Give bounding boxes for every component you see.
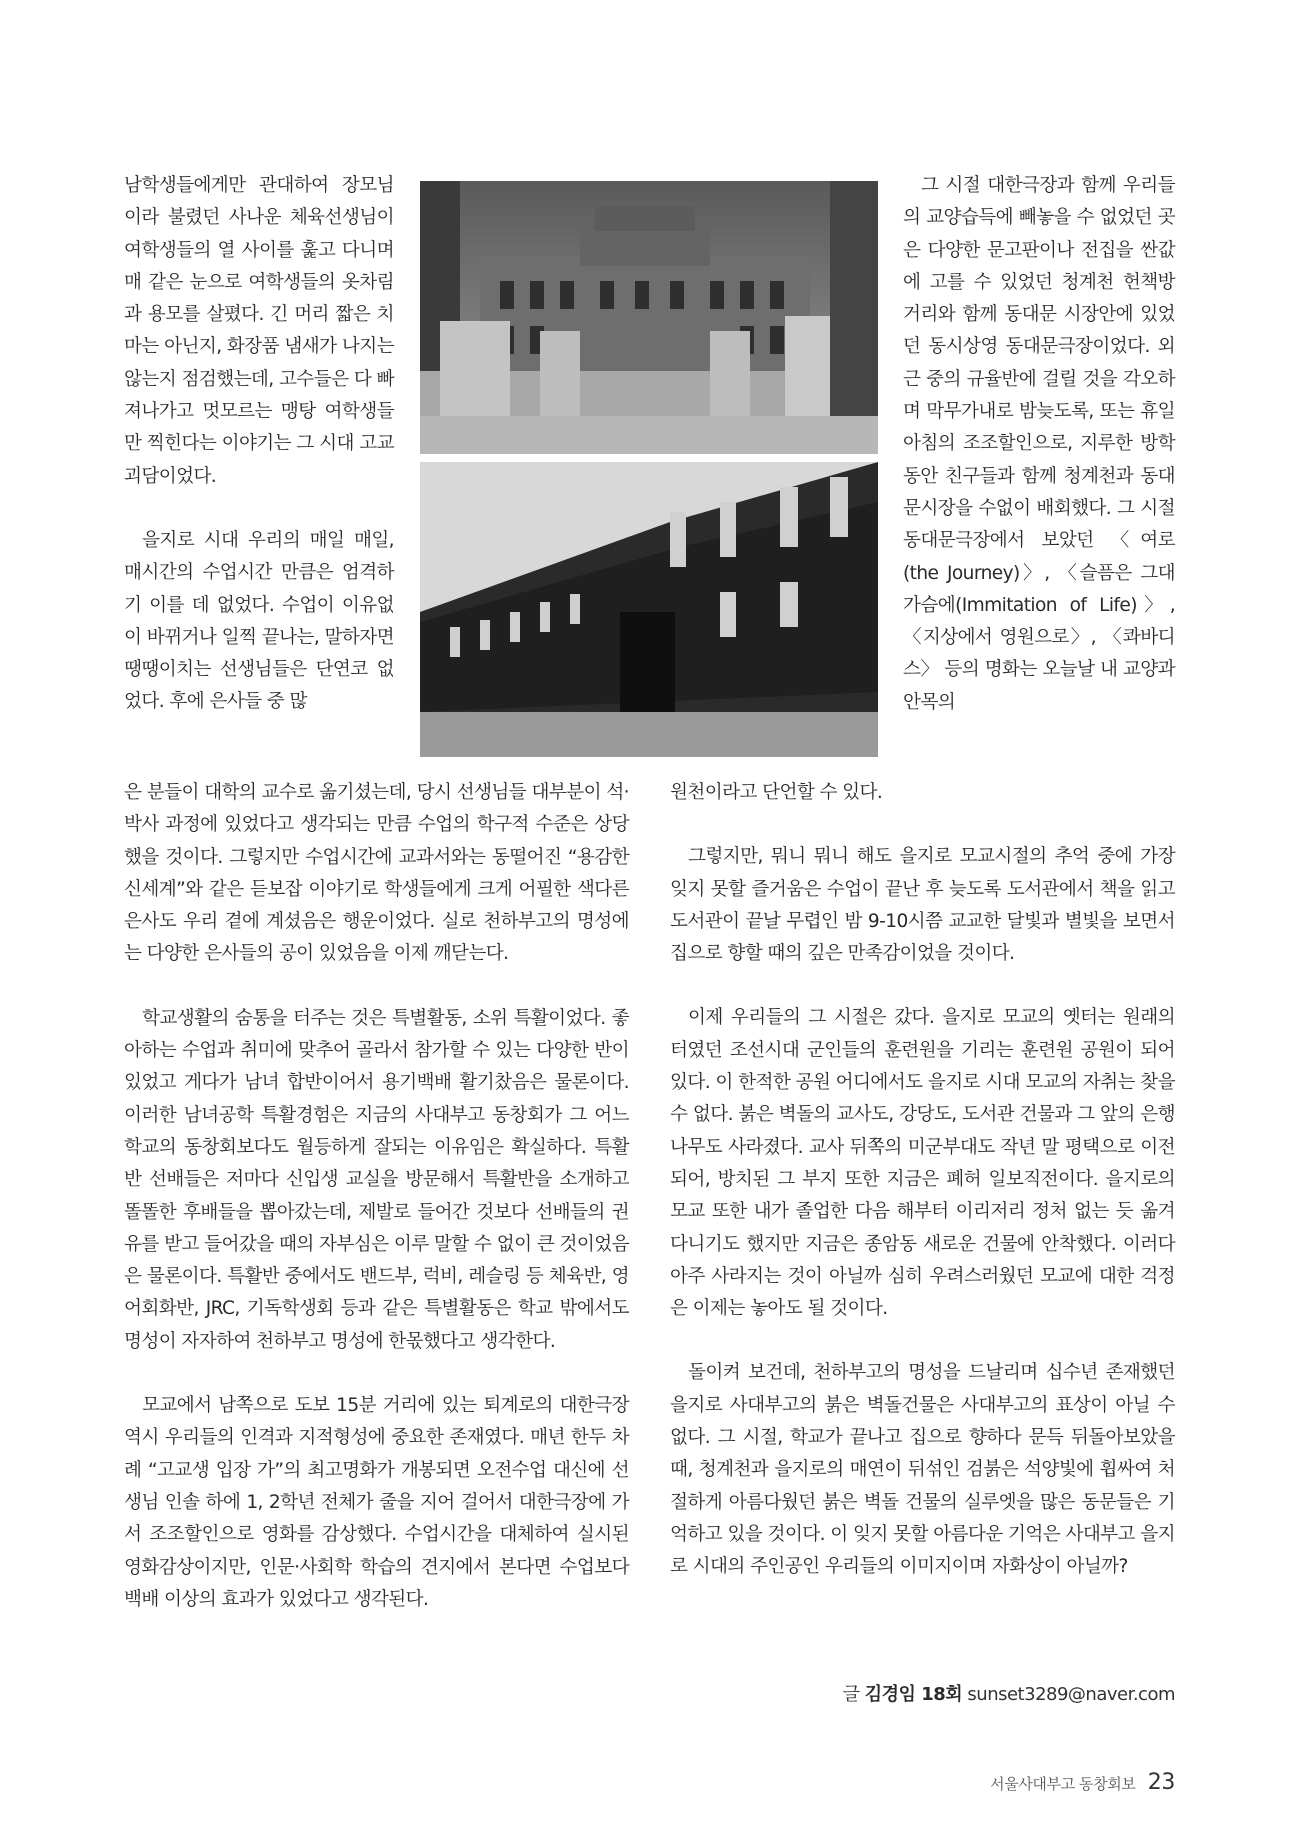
author-name: 김경임 18회 <box>864 1684 963 1705</box>
paragraph: 원천이라고 단언할 수 있다. <box>670 782 883 803</box>
paragraph: 그 시절 대한극장과 함께 우리들의 교양습득에 빼놓을 수 없었던 곳은 다양한 문고판이나 전집을 싼값에 고를 수 있었던 청계천 헌책방 거리와 함께 동대문 시장안에 있었던 동시상영 동대문극장이었다. 외근 중의 규율반에 걸릴 것을 각오하며 막무가내로 밤늦도록, 또는 휴일 아침의 조조할인으로, 지루한 방학 동안 친구들과 함께 청계천과 동대문시장을 수없이 배회했다. 그 시절 동대문극장에서 보았던 〈여로(the Journey)〉, 〈슬픔은 그대 가슴에(Immitation of Life)〉, 〈지상에서 영원으로〉, 〈콰바디스〉 등의 명화는 오늘날 내 교양과 안목의 <box>903 175 1175 713</box>
school-gate-photo <box>420 181 878 454</box>
paragraph: 학교생활의 숨통을 터주는 것은 특별활동, 소위 특활이었다. 좋아하는 수업과 취미에 맞추어 골라서 참가할 수 있는 다양한 반이 있었고 게다가 남녀 합반이어서 용기백배 활기찼음은 물론이다. 이러한 남녀공학 특활경험은 지금의 사대부고 동창회가 그 어느 학교의 동창회보다도 월등하게 잘되는 이유임은 확실하다. 특활반 선배들은 저마다 신입생 교실을 방문해서 특활반을 소개하고 똘똘한 후배들을 뽑아갔는데, 제발로 들어간 것보다 선배들의 권유를 받고 들어갔을 때의 자부심은 이루 말할 수 없이 큰 것이었음은 물론이다. 특활반 중에서도 밴드부, 럭비, 레슬링 등 체육반, 영어회화반, JRC, 기독학생회 등과 같은 특별활동은 학교 밖에서도 명성이 자자하여 천하부고 명성에 한몫했다고 생각한다. <box>124 1007 629 1352</box>
page-number: 23 <box>1147 1770 1175 1795</box>
author-email: sunset3289@naver.com <box>967 1684 1175 1705</box>
paragraph: 그렇지만, 뭐니 뭐니 해도 을지로 모교시절의 추억 중에 가장 잊지 못할 즐거움은 수업이 끝난 후 늦도록 도서관에서 책을 읽고 도서관이 끝날 무렵인 밤 9-10시쯤 교교한 달빛과 별빛을 보면서 집으로 향할 때의 깊은 만족감이었을 것이다. <box>670 846 1175 965</box>
author-signature <box>843 1680 1175 1706</box>
publication-name: 서울사대부고 동창회보 <box>990 1775 1136 1793</box>
paragraph: 모교에서 남쪽으로 도보 15분 거리에 있는 퇴계로의 대한극장 역시 우리들의 인격과 지적형성에 중요한 존재였다. 매년 한두 차례 “고교생 입장 가”의 최고명화가 개봉되면 오전수업 대신에 선생님 인솔 하에 1, 2학년 전체가 줄을 지어 걸어서 대한극장에 가서 조조할인으로 영화를 감상했다. 수업시간을 대체하여 실시된 영화감상이지만, 인문·사회학 학습의 견지에서 본다면 수업보다 백배 이상의 효과가 있었다고 생각된다. <box>124 1395 629 1610</box>
paragraph: 을지로 시대 우리의 매일 매일, 매시간의 수업시간 만큼은 엄격하기 이를 데 없었다. 수업이 이유없이 바뀌거나 일찍 끝나는, 말하자면 땡땡이치는 선생님들은 단연코 없었다. 후에 은사들 중 많 <box>124 529 394 713</box>
paragraph: 이제 우리들의 그 시절은 갔다. 을지로 모교의 옛터는 원래의 터였던 조선시대 군인들의 훈련원을 기리는 훈련원 공원이 되어 있다. 이 한적한 공원 어디에서도 을지로 시대 모교의 자취는 찾을 수 없다. 붉은 벽돌의 교사도, 강당도, 도서관 건물과 그 앞의 은행나무도 사라졌다. 교사 뒤쪽의 미군부대도 작년 말 평택으로 이전되어, 방치된 그 부지 또한 지금은 폐허 일보직전이다. 을지로의 모교 또한 내가 졸업한 다음 해부터 이리저리 정처 없는 듯 옮겨 다니기도 했지만 지금은 종암동 새로운 건물에 안착했다. 이러다 아주 사라지는 것이 아닐까 심히 우려스러웠던 모교에 대한 걱정은 이제는 놓아도 될 것이다. <box>670 1007 1175 1320</box>
text-column-bottom-right <box>670 777 1175 1584</box>
signature-prefix: 글 <box>842 1684 860 1705</box>
paragraph: 돌이켜 보건데, 천하부고의 명성을 드날리며 십수년 존재했던 을지로 사대부고의 붉은 벽돌건물은 사대부고의 표상이 아닐 수 없다. 그 시절, 학교가 끝나고 집으로 향하다 문득 뒤돌아보았을 때, 청계천과 을지로의 매연이 뒤섞인 검붉은 석양빛에 휩싸여 처절하게 아름다웠던 붉은 벽돌 건물의 실루엣을 많은 동문들은 기억하고 있을 것이다. 이 잊지 못할 아름다운 기억은 사대부고 을지로 시대의 주인공인 우리들의 이미지이며 자화상이 아닐까? <box>670 1362 1175 1578</box>
text-column-bottom-left <box>124 777 629 1616</box>
paragraph: 남학생들에게만 관대하여 장모님이라 불렸던 사나운 체육선생님이 여학생들의 열 사이를 훑고 다니며 매 같은 눈으로 여학생들의 옷차림과 용모를 살폈다. 긴 머리 짧은 치마는 아닌지, 화장품 냄새가 나지는 않는지 점검했는데, 고수들은 다 빠져나가고 멋모르는 맹탕 여학생들만 찍힌다는 이야기는 그 시대 고교괴담이었다. <box>124 175 394 487</box>
paragraph: 은 분들이 대학의 교수로 옮기셨는데, 당시 선생님들 대부분이 석·박사 과정에 있었다고 생각되는 만큼 수업의 학구적 수준은 상당했을 것이다. 그렇지만 수업시간에 교과서와는 동떨어진 “용감한 신세계”와 같은 듣보잡 이야기로 학생들에게 크게 어필한 색다른 은사도 우리 곁에 계셨음은 행운이었다. 실로 천하부고의 명성에는 다양한 은사들의 공이 있었음을 이제 깨닫는다. <box>124 782 629 965</box>
page-footer <box>990 1770 1175 1795</box>
text-column-top-right <box>903 170 1175 719</box>
ivy-building-photo <box>420 462 878 757</box>
text-column-top-left <box>124 170 394 719</box>
